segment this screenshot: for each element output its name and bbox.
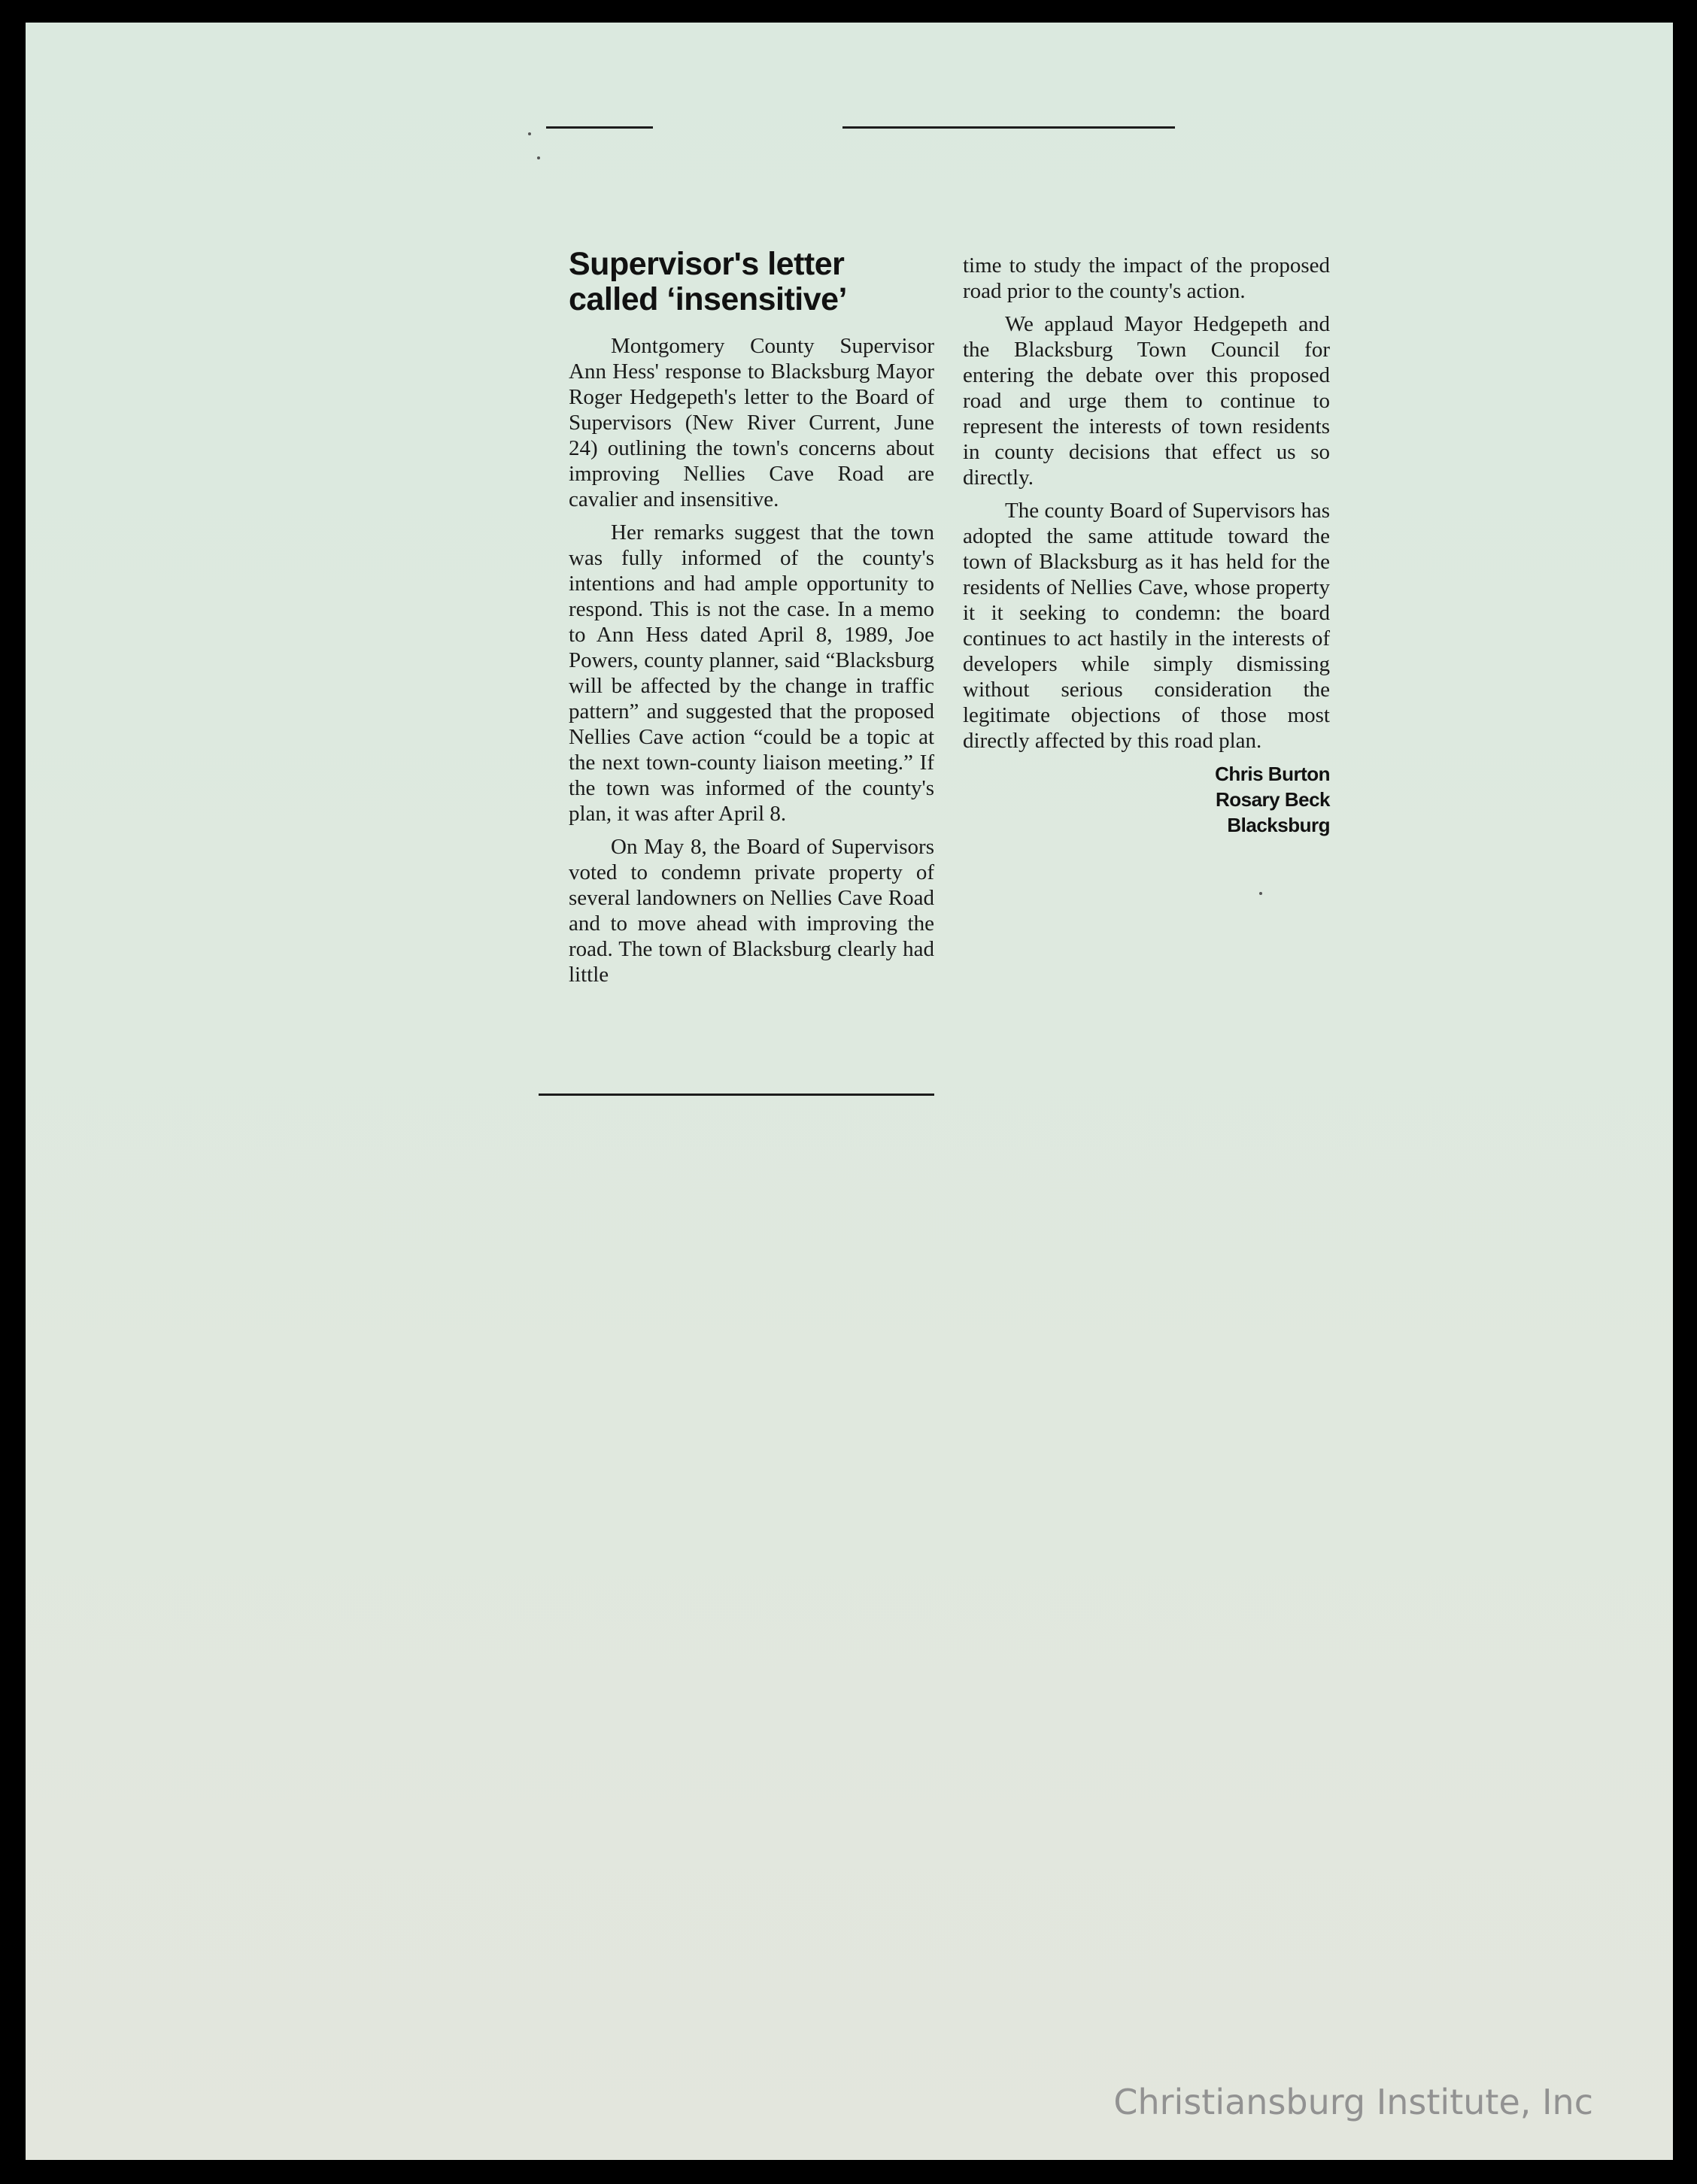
paragraph: We applaud Mayor Hedgepeth and the Blacksburg Town Council for entering the debate over this proposed road and urge them to continue to represent the interests of town residents in county decisions that effect us so directly.: [963, 312, 1330, 490]
article-column-left: [569, 333, 934, 995]
headline-line-1: Supervisor's letter: [569, 246, 845, 282]
speck: [528, 132, 531, 135]
document-page: [26, 23, 1673, 2160]
article-column-right: [963, 253, 1330, 838]
paragraph: Montgomery County Supervisor Ann Hess' response to Blacksburg Mayor Roger Hedgepeth's letter to the Board of Supervisors (New River Current, June 24) outlining the town's concerns about improving Nellies Cave Road are cavalier and insensitive.: [569, 334, 934, 511]
speck: [537, 156, 540, 159]
signature-town: Blacksburg: [1227, 814, 1330, 836]
top-rule-long: [842, 126, 1175, 129]
signature-name: Rosary Beck: [1215, 788, 1330, 811]
paragraph: On May 8, the Board of Supervisors voted to condemn private property of several landowners on Nellies Cave Road and to move ahead with improving the road. The town of Blacksburg clearly had little: [569, 835, 934, 987]
top-rule-short: [546, 126, 653, 129]
signature-name: Chris Burton: [1215, 763, 1330, 785]
bottom-rule: [539, 1094, 934, 1096]
headline-line-2: called ‘insensitive’: [569, 281, 848, 317]
speck: [1259, 892, 1262, 895]
paragraph: Her remarks suggest that the town was fully informed of the county's intentions and had ample opportunity to respond. This is not the case. In a memo to Ann Hess dated April 8, 1989, Joe Powers, county planner, said “Blacksburg will be affected by the change in traffic pattern” and suggested that the proposed Nellies Cave action “could be a topic at the next town-county liaison meeting.” If the town was informed of the county's plan, it was after April 8.: [569, 520, 934, 826]
signature-block: [963, 761, 1330, 838]
paragraph: time to study the impact of the proposed road prior to the county's action.: [963, 253, 1330, 303]
article-headline: [569, 247, 930, 317]
watermark: Christiansburg Institute, Inc: [1113, 2082, 1593, 2122]
paragraph: The county Board of Supervisors has adopted the same attitude toward the town of Blacksburg as it has held for the residents of Nellies Cave, whose property it it seeking to condemn: the board continues to act hastily in the interests of developers while simply dismissing without serious consideration the legitimate objections of those most directly affected by this road plan.: [963, 499, 1330, 753]
